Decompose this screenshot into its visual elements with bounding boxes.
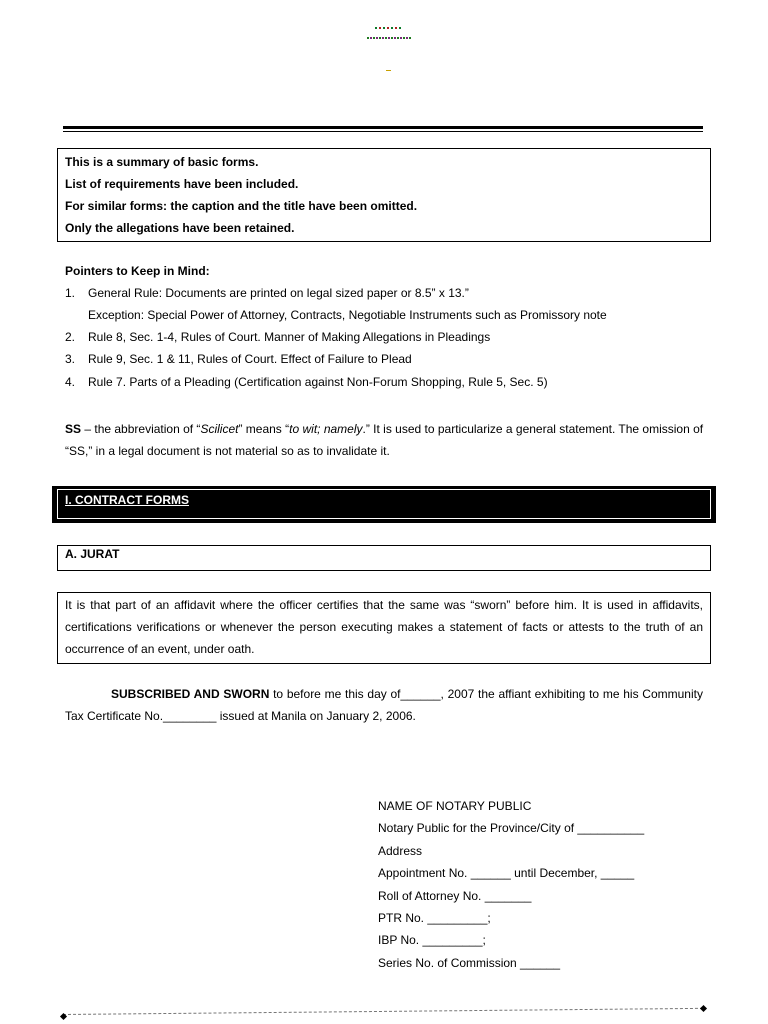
pointer-text: Exception: Special Power of Attorney, Contracts, Negotiable Instruments such as Promissory note	[88, 308, 607, 322]
notary-line: Series No. of Commission ______	[378, 955, 561, 970]
notary-line: NAME OF NOTARY PUBLIC	[378, 799, 532, 813]
ss-term: SS	[65, 422, 82, 436]
jurat-form-rest: to before me this day of______, 2007 the affiant exhibiting to me his Community Tax Certificate No.________ issued at Manila on January 2, 2006.	[65, 687, 703, 723]
ss-latin: Scilicet	[200, 422, 239, 436]
jurat-definition: It is that part of an affidavit where the officer certifies that the same was “sworn” before him. It is used in affidavits, certifications verifications or whenever the person executing makes a statement of facts or attests to the truth of an occurrence of an event, under oath.	[65, 598, 703, 656]
pointer-item	[65, 374, 548, 390]
notary-line: IBP No. _________;	[378, 933, 486, 948]
pointers-heading: Pointers to Keep in Mind:	[65, 264, 210, 278]
ss-text-2: ” means “	[238, 422, 290, 436]
pointer-number: 2.	[65, 330, 76, 344]
summary-box	[57, 148, 711, 242]
notary-line: Notary Public for the Province/City of __________	[378, 821, 645, 836]
pointer-text: Rule 7. Parts of a Pleading (Certification against Non-Forum Shopping, Rule 5, Sec. 5)	[88, 375, 548, 389]
jurat-definition-box	[57, 592, 711, 664]
pointer-number: 4.	[65, 375, 76, 389]
pointer-item	[65, 329, 490, 345]
ss-text-1: – the abbreviation of “	[81, 422, 201, 436]
header-mark	[386, 70, 391, 71]
header-ornament-top	[375, 27, 403, 29]
pointer-text: Rule 9, Sec. 1 & 11, Rules of Court. Effect of Failure to Plead	[88, 352, 412, 366]
jurat-form-lead: SUBSCRIBED AND SWORN	[111, 687, 270, 701]
pointer-item	[65, 351, 412, 367]
footer-diamond-right	[700, 1005, 707, 1012]
section-heading: I. CONTRACT FORMS	[65, 493, 189, 507]
notary-line: Roll of Attorney No. _______	[378, 888, 532, 903]
header-rule-thick	[63, 126, 703, 129]
ss-text-3: .” It is used to particularize a general statement. The omission of “SS,” in a legal document is not material so as to invalidate it.	[65, 422, 704, 458]
summary-line: For similar forms: the caption and the title have been omitted.	[65, 199, 418, 213]
pointer-text: Rule 8, Sec. 1-4, Rules of Court. Manner of Making Allegations in Pleadings	[88, 330, 491, 344]
notary-line: Address	[378, 843, 423, 858]
jurat-form-text	[65, 683, 703, 727]
summary-line: Only the allegations have been retained.	[65, 221, 295, 235]
summary-line: This is a summary of basic forms.	[65, 155, 259, 169]
footer-dashed-rule	[63, 1008, 703, 1015]
pointer-number: 1.	[65, 286, 76, 300]
notary-signature-block	[378, 795, 708, 974]
ss-note	[65, 418, 705, 462]
pointer-item	[65, 307, 607, 323]
pointer-text: General Rule: Documents are printed on legal sized paper or 8.5” x 13.”	[88, 286, 469, 300]
notary-line: Appointment No. ______ until December, _____	[378, 866, 635, 881]
header-rule-thin	[63, 131, 703, 132]
notary-line: PTR No. _________;	[378, 910, 491, 925]
subsection-heading: A. JURAT	[65, 547, 120, 561]
ss-meaning: to wit; namely	[289, 422, 363, 436]
header-ornament-bottom	[367, 37, 411, 39]
subsection-heading-box	[57, 545, 711, 571]
pointer-number: 3.	[65, 352, 76, 366]
pointer-item	[65, 285, 469, 301]
summary-line: List of requirements have been included.	[65, 177, 299, 191]
